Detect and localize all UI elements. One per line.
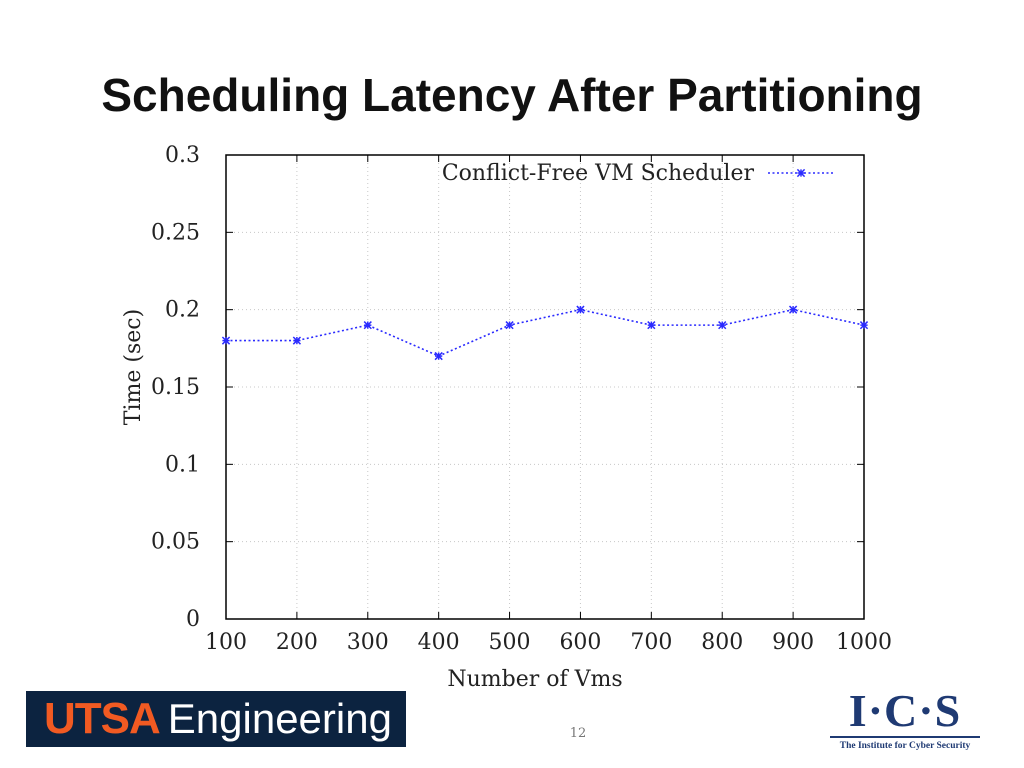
ics-logo-subtitle: The Institute for Cyber Security: [839, 741, 971, 751]
page-number: 12: [569, 726, 587, 741]
y-tick-label: 0.3: [165, 143, 200, 168]
y-tick-label: 0.05: [151, 529, 200, 555]
x-tick-label: 1000: [836, 630, 892, 655]
y-tick-label: 0.1: [165, 452, 200, 478]
y-axis-label: Time (sec): [121, 308, 146, 426]
data-point: [860, 322, 867, 329]
x-tick-label: 600: [559, 630, 602, 655]
data-point: [293, 337, 300, 344]
y-tick-label: 0.25: [151, 220, 200, 246]
x-tick-label: 100: [205, 630, 247, 655]
data-point: [577, 306, 584, 313]
data-point: [790, 306, 797, 313]
legend-marker: [797, 169, 804, 176]
x-tick-label: 800: [701, 630, 744, 655]
y-tick-label: 0: [186, 607, 200, 632]
x-tick-label: 900: [772, 630, 815, 655]
engineering-logo-text: Engineering: [167, 695, 392, 742]
data-point: [719, 322, 726, 329]
data-point: [435, 352, 442, 359]
x-tick-label: 400: [417, 630, 460, 655]
data-point: [222, 337, 229, 344]
x-tick-label: 200: [275, 630, 318, 655]
data-point: [506, 322, 513, 329]
utsa-engineering-logo: [26, 691, 406, 747]
x-tick-label: 300: [346, 630, 389, 655]
ics-logo: [826, 685, 984, 754]
series-line: [226, 310, 864, 356]
x-axis-label: Number of Vms: [447, 667, 623, 692]
x-tick-label: 700: [630, 630, 673, 655]
ics-logo-mark: I·C·S: [848, 685, 962, 736]
line-chart: [100, 135, 900, 695]
data-point: [648, 322, 655, 329]
slide-title: Scheduling Latency After Partitioning: [101, 69, 923, 121]
y-tick-label: 0.2: [165, 297, 200, 323]
plot-frame: [226, 155, 864, 619]
data-point: [364, 322, 371, 329]
ics-logo-rule: [830, 736, 980, 738]
legend-label: Conflict-Free VM Scheduler: [441, 161, 754, 186]
utsa-logo-text: UTSA: [44, 694, 160, 743]
y-tick-label: 0.15: [151, 375, 200, 400]
x-tick-label: 500: [488, 630, 531, 655]
